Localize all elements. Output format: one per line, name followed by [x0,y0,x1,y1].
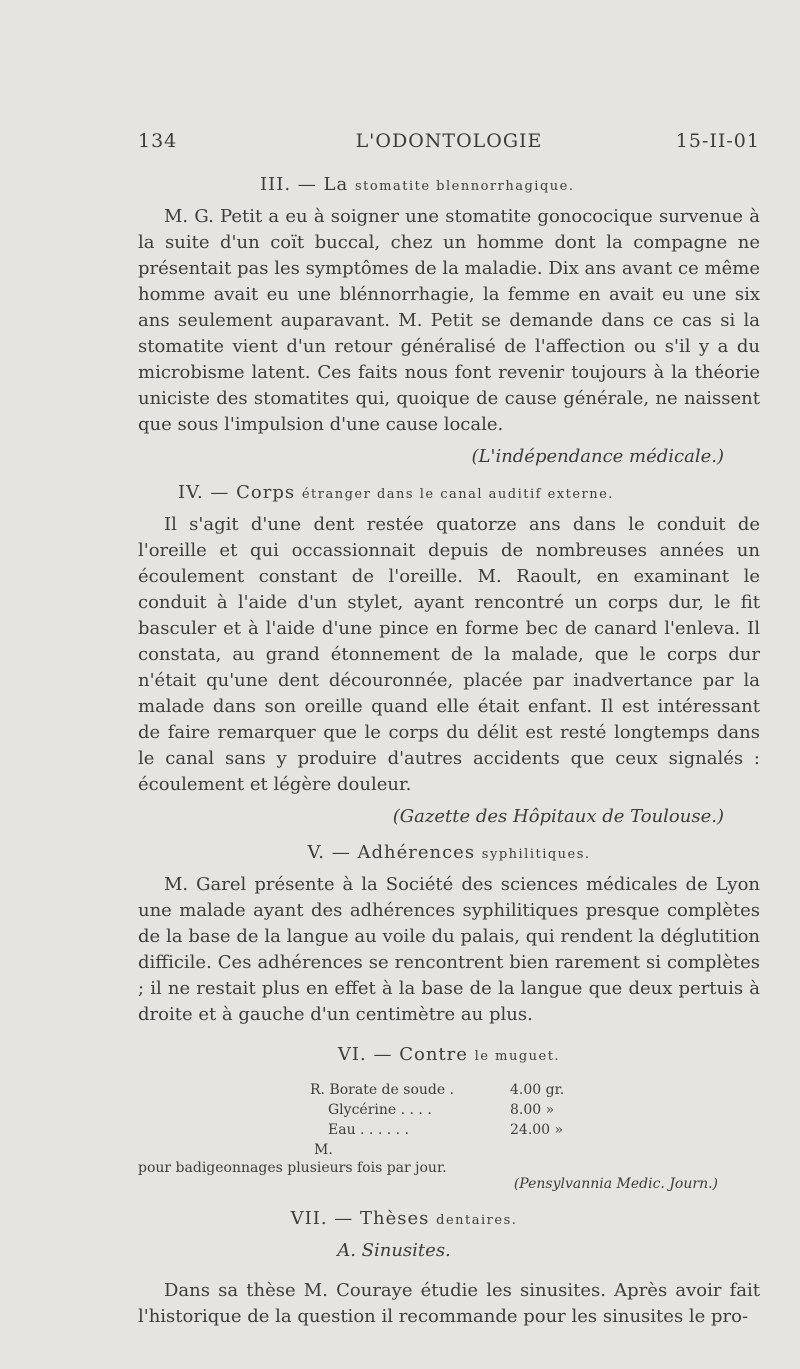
section-paragraph-v [138,872,760,1028]
page-body [138,172,760,1330]
heading-rest: étranger dans le canal auditif externe. [301,487,614,502]
paragraph-text: Il s'agit d'une dent restée quatorze ans dans le conduit de l'oreille et qui occassionnait depuis de nombreuses années un écoulement constant de l'oreille. M. Raoult, en examinant le conduit à l'aide d'un stylet, ayant rencontré un corps dur, le fit basculer et à l'aide d'une pince en forme bec de canard l'enleva. Il constata, au grand étonnement de la malade, que le corps dur n'était qu'une dent découronnée, placée par inadvertance par la malade dans son oreille quand elle était enfant. Il est intéressant de faire remarquer que le corps du délit est resté longtemps dans le canal sans y produire d'autres accidents que ceux signalés : écoulement et légère douleur. [138,514,760,795]
heading-first-word: Contre [399,1044,468,1065]
heading-first-word: La [323,174,349,195]
section-paragraph-iii [138,204,760,438]
heading-first-word: Adhérences [357,842,476,863]
heading-rest: syphilitiques. [481,847,591,862]
page-number: 134 [138,130,178,152]
ingredient-qty: 24.00 » [510,1122,564,1138]
source-citation-vi: (Pensylvannia Medic. Journ.) [513,1176,718,1192]
paragraph-text: M. G. Petit a eu à soigner une stomatite gonococique survenue à la suite d'un coït buccal, chez un homme dont la compagne ne présentait pas les symptômes de la maladie. Dix ans avant ce même homme avait eu une blénnorrhagie, la femme en avait eu une six ans seulement auparavant. M. Petit se demande dans ce cas si la stomatite vient d'un retour généralisé de l'affection ou s'il y a du microbisme latent. Ces faits nous font revenir toujours à la théorie uniciste des stomatites qui, quoique de cause générale, ne naissent que sous l'impulsion d'une cause locale. [138,206,760,435]
section-paragraph-iv [138,512,760,798]
paragraph-text: Dans sa thèse M. Couraye étudie les sinusites. Après avoir fait l'historique de la question il recommande pour les sinusites le pro- [138,1280,760,1327]
heading-number: III. [260,174,292,195]
section-heading-iii: III. — La stomatite blennorrhagique. [260,174,575,195]
ingredient-name: Glycérine . . . . [328,1102,432,1118]
heading-rest: dentaires. [436,1213,518,1228]
prescription-instructions: pour badigeonnages plusieurs fois par jour. [138,1160,447,1176]
ingredient-name: Eau . . . . . . [328,1122,409,1138]
section-heading-vii: VII. — Thèses dentaires. [290,1208,518,1229]
section-heading-v: V. — Adhérences syphilitiques. [307,842,591,863]
heading-rest: le muguet. [474,1049,561,1064]
heading-number: IV. [178,482,204,503]
section-paragraph-vii [138,1278,760,1330]
mix-abbrev: M. [314,1142,333,1158]
running-title: L'ODONTOLOGIE [355,130,543,152]
heading-first-word: Corps [236,482,296,503]
section-heading-vi: VI. — Contre le muguet. [337,1044,561,1065]
subsection-heading: A. Sinusites. [337,1240,451,1261]
prescription [138,1074,760,1174]
ingredient-name: R. Borate de soude . [310,1082,455,1098]
ingredient-qty: 8.00 » [510,1102,555,1118]
source-citation-iv: (Gazette des Hôpitaux de Toulouse.) [392,806,724,827]
running-header [138,130,760,160]
section-heading-iv: IV. — Corps étranger dans le canal auditif externe. [178,482,614,503]
heading-number: VII. [290,1208,328,1229]
heading-number: V. [307,842,326,863]
heading-number: VI. [337,1044,367,1065]
heading-rest: stomatite blennorrhagique. [354,179,575,194]
heading-first-word: Thèses [360,1208,430,1229]
issue-date: 15-II-01 [675,130,760,152]
ingredient-qty: 4.00 gr. [510,1082,565,1098]
source-citation-iii: (L'indépendance médicale.) [471,446,724,467]
paragraph-text: M. Garel présente à la Société des sciences médicales de Lyon une malade ayant des adhérences syphilitiques presque complètes de la base de la langue au voile du palais, qui rendent la déglutition difficile. Ces adhérences se rencontrent bien rarement si complètes ; il ne restait plus en effet à la base de la langue que deux pertuis à droite et à gauche d'un centimètre au plus. [138,874,760,1025]
